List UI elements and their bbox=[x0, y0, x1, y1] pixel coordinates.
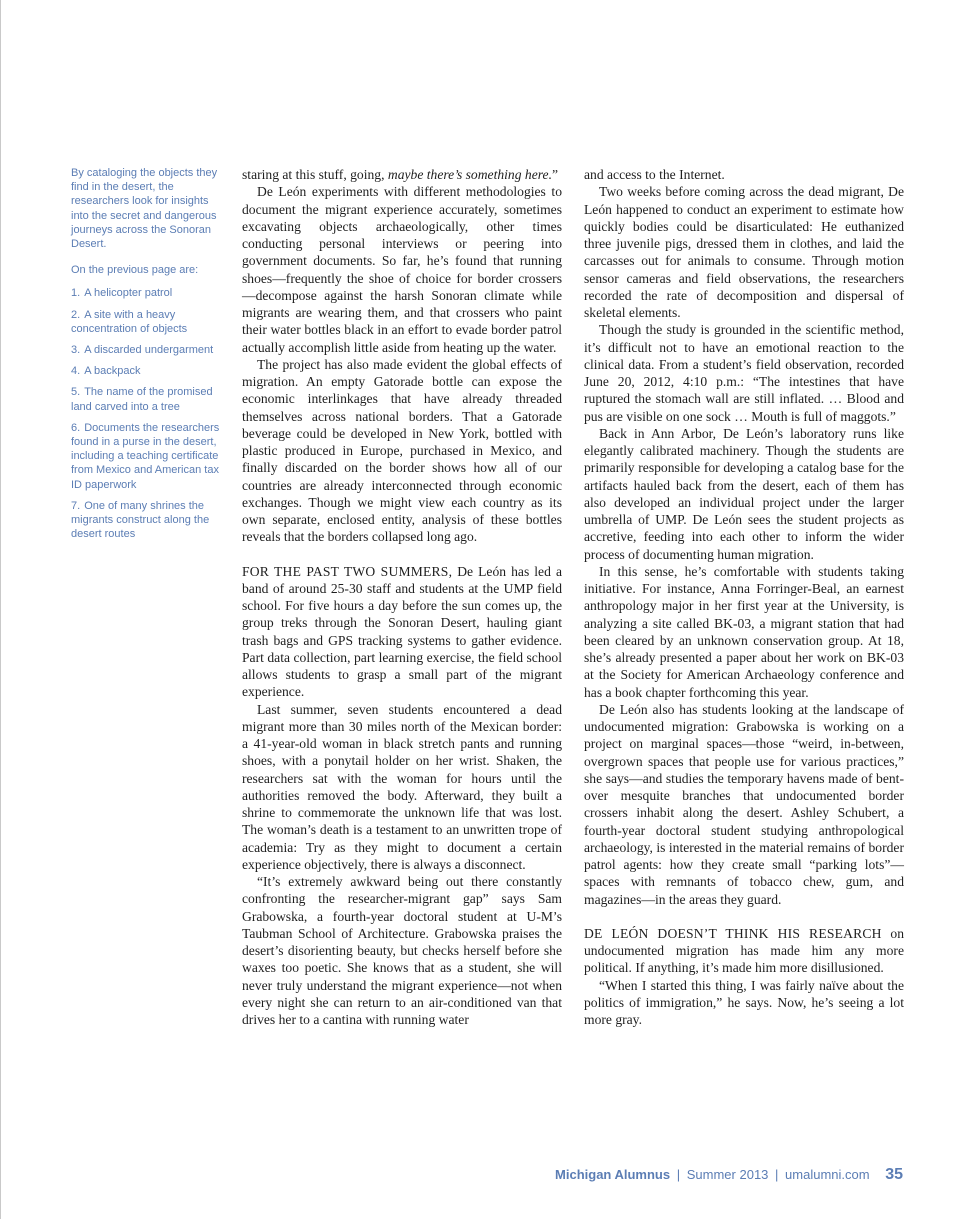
caption-item-number: 6. bbox=[71, 421, 81, 434]
page-edge-rule bbox=[0, 0, 1, 1219]
photo-caption-sidebar bbox=[71, 166, 223, 548]
article-paragraph: The project has also made evident the global effects of migration. An empty Gatorade bottle can expose the economic interlinkages that have already threaded themselves across national borders. That a Gatorade beverage could be developed in New York, bottled with plastic produced in Europe, purchased in Mexico, and finally discarded on the border shows how all of our countries are already interconnected through economic exchanges. Though we might view each country as its own separate, enclosed entity, analysis of these bottles reveals that the borders collapsed long ago. bbox=[242, 356, 562, 545]
article-paragraph: and access to the Internet. bbox=[584, 167, 725, 182]
caption-list-item bbox=[71, 385, 223, 413]
article-column-1 bbox=[242, 166, 562, 1028]
caption-list-item bbox=[71, 421, 223, 492]
article-paragraph: Though the study is grounded in the scientific method, it’s difficult not to have an emotional reaction to the clinical data. From a student’s field observation, recorded June 20, 2012, 4:10 p.m.: “The intestines that have ruptured the stomach wall are still inflated. … Blood and pus are visible on one sock … Mouth is full of maggots.” bbox=[584, 322, 904, 424]
caption-list-heading: On the previous page are: bbox=[71, 264, 199, 277]
magazine-name: Michigan Alumnus bbox=[555, 1167, 671, 1182]
caption-list bbox=[71, 286, 223, 541]
page-number: 35 bbox=[885, 1166, 903, 1183]
caption-item-text: The name of the promised land carved into a tree bbox=[71, 386, 213, 413]
article-column-2 bbox=[584, 166, 904, 1028]
caption-item-number: 4. bbox=[71, 365, 81, 378]
article-paragraph bbox=[242, 166, 562, 183]
article-paragraph: “It’s extremely awkward being out there constantly confronting the researcher-migrant gap” says Sam Grabowska, a fourth-year doctoral student at U-M’s Taubman School of Architecture. Grabowska praises the desert’s disorienting beauty, but checks herself before she waxes too poetic. She knows that as a student, she will never truly understand the migrant experience—not when every night she can return to an air-conditioned van that drives her to a cantina with running water bbox=[242, 874, 562, 1027]
issue-label: Summer 2013 bbox=[686, 1167, 769, 1182]
caption-intro: By cataloging the objects they find in the desert, the researchers look for insights into the secret and dangerous journeys across the Sonoran Desert. bbox=[71, 167, 218, 251]
caption-item-text: A site with a heavy concentration of objects bbox=[71, 308, 188, 335]
caption-item-text: Documents the researchers found in a purse in the desert, including a teaching certificate from Mexico and American tax ID paperwork bbox=[71, 421, 220, 491]
article-paragraph: Two weeks before coming across the dead migrant, De León happened to conduct an experiment to estimate how quickly bodies could be disarticulated: He euthanized three juvenile pigs, dressed them in clothes, and laid the carcasses out for animals to consume. Through motion sensor cameras and field observations, the researchers recorded the rate of decomposition and dispersal of skeletal elements. bbox=[584, 184, 904, 320]
caption-item-text: A helicopter patrol bbox=[84, 287, 173, 300]
caption-list-item bbox=[71, 499, 223, 542]
paragraph-text: staring at this stuff, going, bbox=[242, 167, 388, 182]
caption-item-number: 7. bbox=[71, 499, 81, 512]
website-link[interactable]: umalumni.com bbox=[785, 1167, 870, 1182]
section-opening-paragraph bbox=[584, 925, 904, 977]
caption-list-item bbox=[71, 286, 223, 300]
paragraph-text: De León has led a band of around 25-30 staff and students at the UMP field school. For five hours a day before the sun comes up, the group treks through the Sonoran Desert, hauling giant trash bags and GPS tracking systems to gather evidence. Part data collection, part learning exercise, the field school allows students to grasp a small part of the migrant experience. bbox=[242, 563, 562, 700]
article-paragraph: De León experiments with different methodologies to document the migrant experience accurately, sometimes excavating objects archaeologically, other times conducting personal interviews or peering into government documents. So far, he’s found that running shoes—frequently the shoe of choice for border crossers—decompose against the harsh Sonoran climate while migrants are wearing them, and that crossers who paint their water bottles black in an effort to evade border patrol actually accomplish little aside from heating up the water. bbox=[242, 184, 562, 355]
footer-separator: | bbox=[775, 1167, 779, 1182]
caption-list-item bbox=[71, 308, 223, 336]
caption-item-number: 3. bbox=[71, 344, 81, 357]
italic-emphasis: maybe there’s something here. bbox=[387, 167, 552, 182]
paragraph-text: on undocumented migration has made him any more political. If anything, it’s made him more disillusioned. bbox=[584, 925, 904, 976]
caption-list-item bbox=[71, 343, 223, 357]
section-lead-in: DE LEÓN DOESN’T THINK HIS RESEARCH bbox=[584, 925, 882, 941]
article-paragraph: “When I started this thing, I was fairly naïve about the politics of immigration,” he says. Now, he’s seeing a lot more gray. bbox=[584, 977, 904, 1027]
caption-item-text: One of many shrines the migrants construct along the desert routes bbox=[71, 499, 210, 541]
footer-separator: | bbox=[676, 1167, 681, 1182]
section-lead-in: FOR THE PAST TWO SUMMERS, bbox=[242, 563, 453, 579]
page-footer bbox=[555, 1166, 903, 1184]
section-opening-paragraph bbox=[242, 563, 562, 701]
caption-item-number: 1. bbox=[71, 287, 81, 300]
closing-quote: ” bbox=[551, 167, 559, 182]
article-paragraph: In this sense, he’s comfortable with students taking initiative. For instance, Anna Forringer-Beal, an earnest anthropology major in her first year at the University, is analyzing a site called BK-03, a migrant station that had been cleared by an unknown conservation group. At 18, she’s already presented a paper about her work on BK-03 at the Society for American Archaeology conference and has a book chapter forthcoming this year. bbox=[584, 563, 904, 700]
article-paragraph: De León also has students looking at the landscape of undocumented migration: Grabowska is working on a project on marginal spaces—those “weird, in-between, overgrown spaces that people use for various practices,” she says—and studies the temporary havens made of bent-over mesquite branches that undocumented border crossers inhabit along the desert. Ashley Schubert, a fourth-year doctoral student studying anthropological archaeology, is interested in the material remains of border patrol agents: how they create small “parking lots”—spaces with remnants of tobacco chew, gum, and magazines—in the areas they guard. bbox=[584, 701, 904, 907]
article-paragraph: Back in Ann Arbor, De León’s laboratory runs like elegantly calibrated machinery. Though the students are primarily responsible for developing a catalog base for the artifacts hauled back from the desert, each of them has also developed an individual project under the larger umbrella of UMP. De León sees the student projects as accretive, feeding into each other to inform the wider process of documenting human migration. bbox=[584, 425, 904, 562]
caption-item-number: 5. bbox=[71, 386, 81, 399]
caption-item-text: A backpack bbox=[84, 365, 141, 378]
caption-item-number: 2. bbox=[71, 308, 81, 321]
caption-list-item bbox=[71, 364, 223, 378]
caption-item-text: A discarded undergarment bbox=[84, 344, 214, 357]
article-paragraph: Last summer, seven students encountered a dead migrant more than 30 miles north of the Mexican border: a 41-year-old woman in black stretch pants and running shoes, with a ponytail holder on her wrist. Shaken, the researchers sat with the woman for hours until the authorities removed the body. Afterward, they built a shrine to commemorate the unknown life that was lost. The woman’s death is a testament to an unwritten trope of academia: Try as they might to document a certain experience objectively, there is always a disconnect. bbox=[242, 701, 562, 872]
